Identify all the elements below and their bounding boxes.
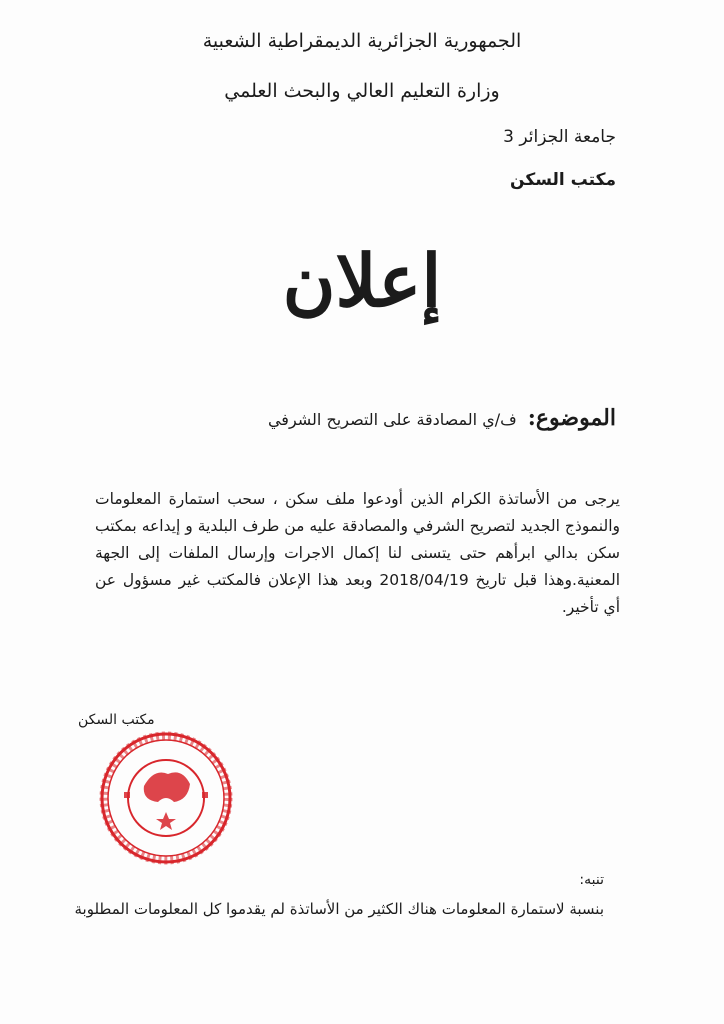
republic-header: الجمهورية الجزائرية الديمقراطية الشعبية <box>202 30 522 52</box>
note-title: تنبه: <box>579 872 604 888</box>
signature-office: مكتب السكن <box>78 712 155 728</box>
subject-label: الموضوع: <box>527 405 616 431</box>
note-text: بنسبة لاستمارة المعلومات هناك الكثير من الأساتذة لم يقدموا كل المعلومات المطلوبة <box>74 900 604 918</box>
subject-line <box>268 405 616 431</box>
ministry-header: وزارة التعليم العالي والبحث العلمي <box>224 80 500 102</box>
announcement-body: يرجى من الأساتذة الكرام الذين أودعوا ملف سكن ، سحب استمارة المعلومات والنموذج الجديد لتصريح الشرفي والمصادقة عليه من طرف البلدية و إيداعه بمكتب سكن بدالي ابرأهم حتى يتسنى لنا إكمال الاجرات وإرسال الملفات إلى الجهة المعنية.وهذا قبل تاريخ 2018/04/19 وبعد هذا الإعلان فالمكتب غير مسؤول عن أي تأخير. <box>95 490 620 616</box>
official-stamp <box>96 728 236 868</box>
subject-text: ف/ي المصادقة على التصريح الشرفي <box>267 410 517 429</box>
office-name: مكتب السكن <box>510 170 616 190</box>
university-name: جامعة الجزائر 3 <box>503 127 616 147</box>
announcement-title: إعلان <box>282 238 442 323</box>
